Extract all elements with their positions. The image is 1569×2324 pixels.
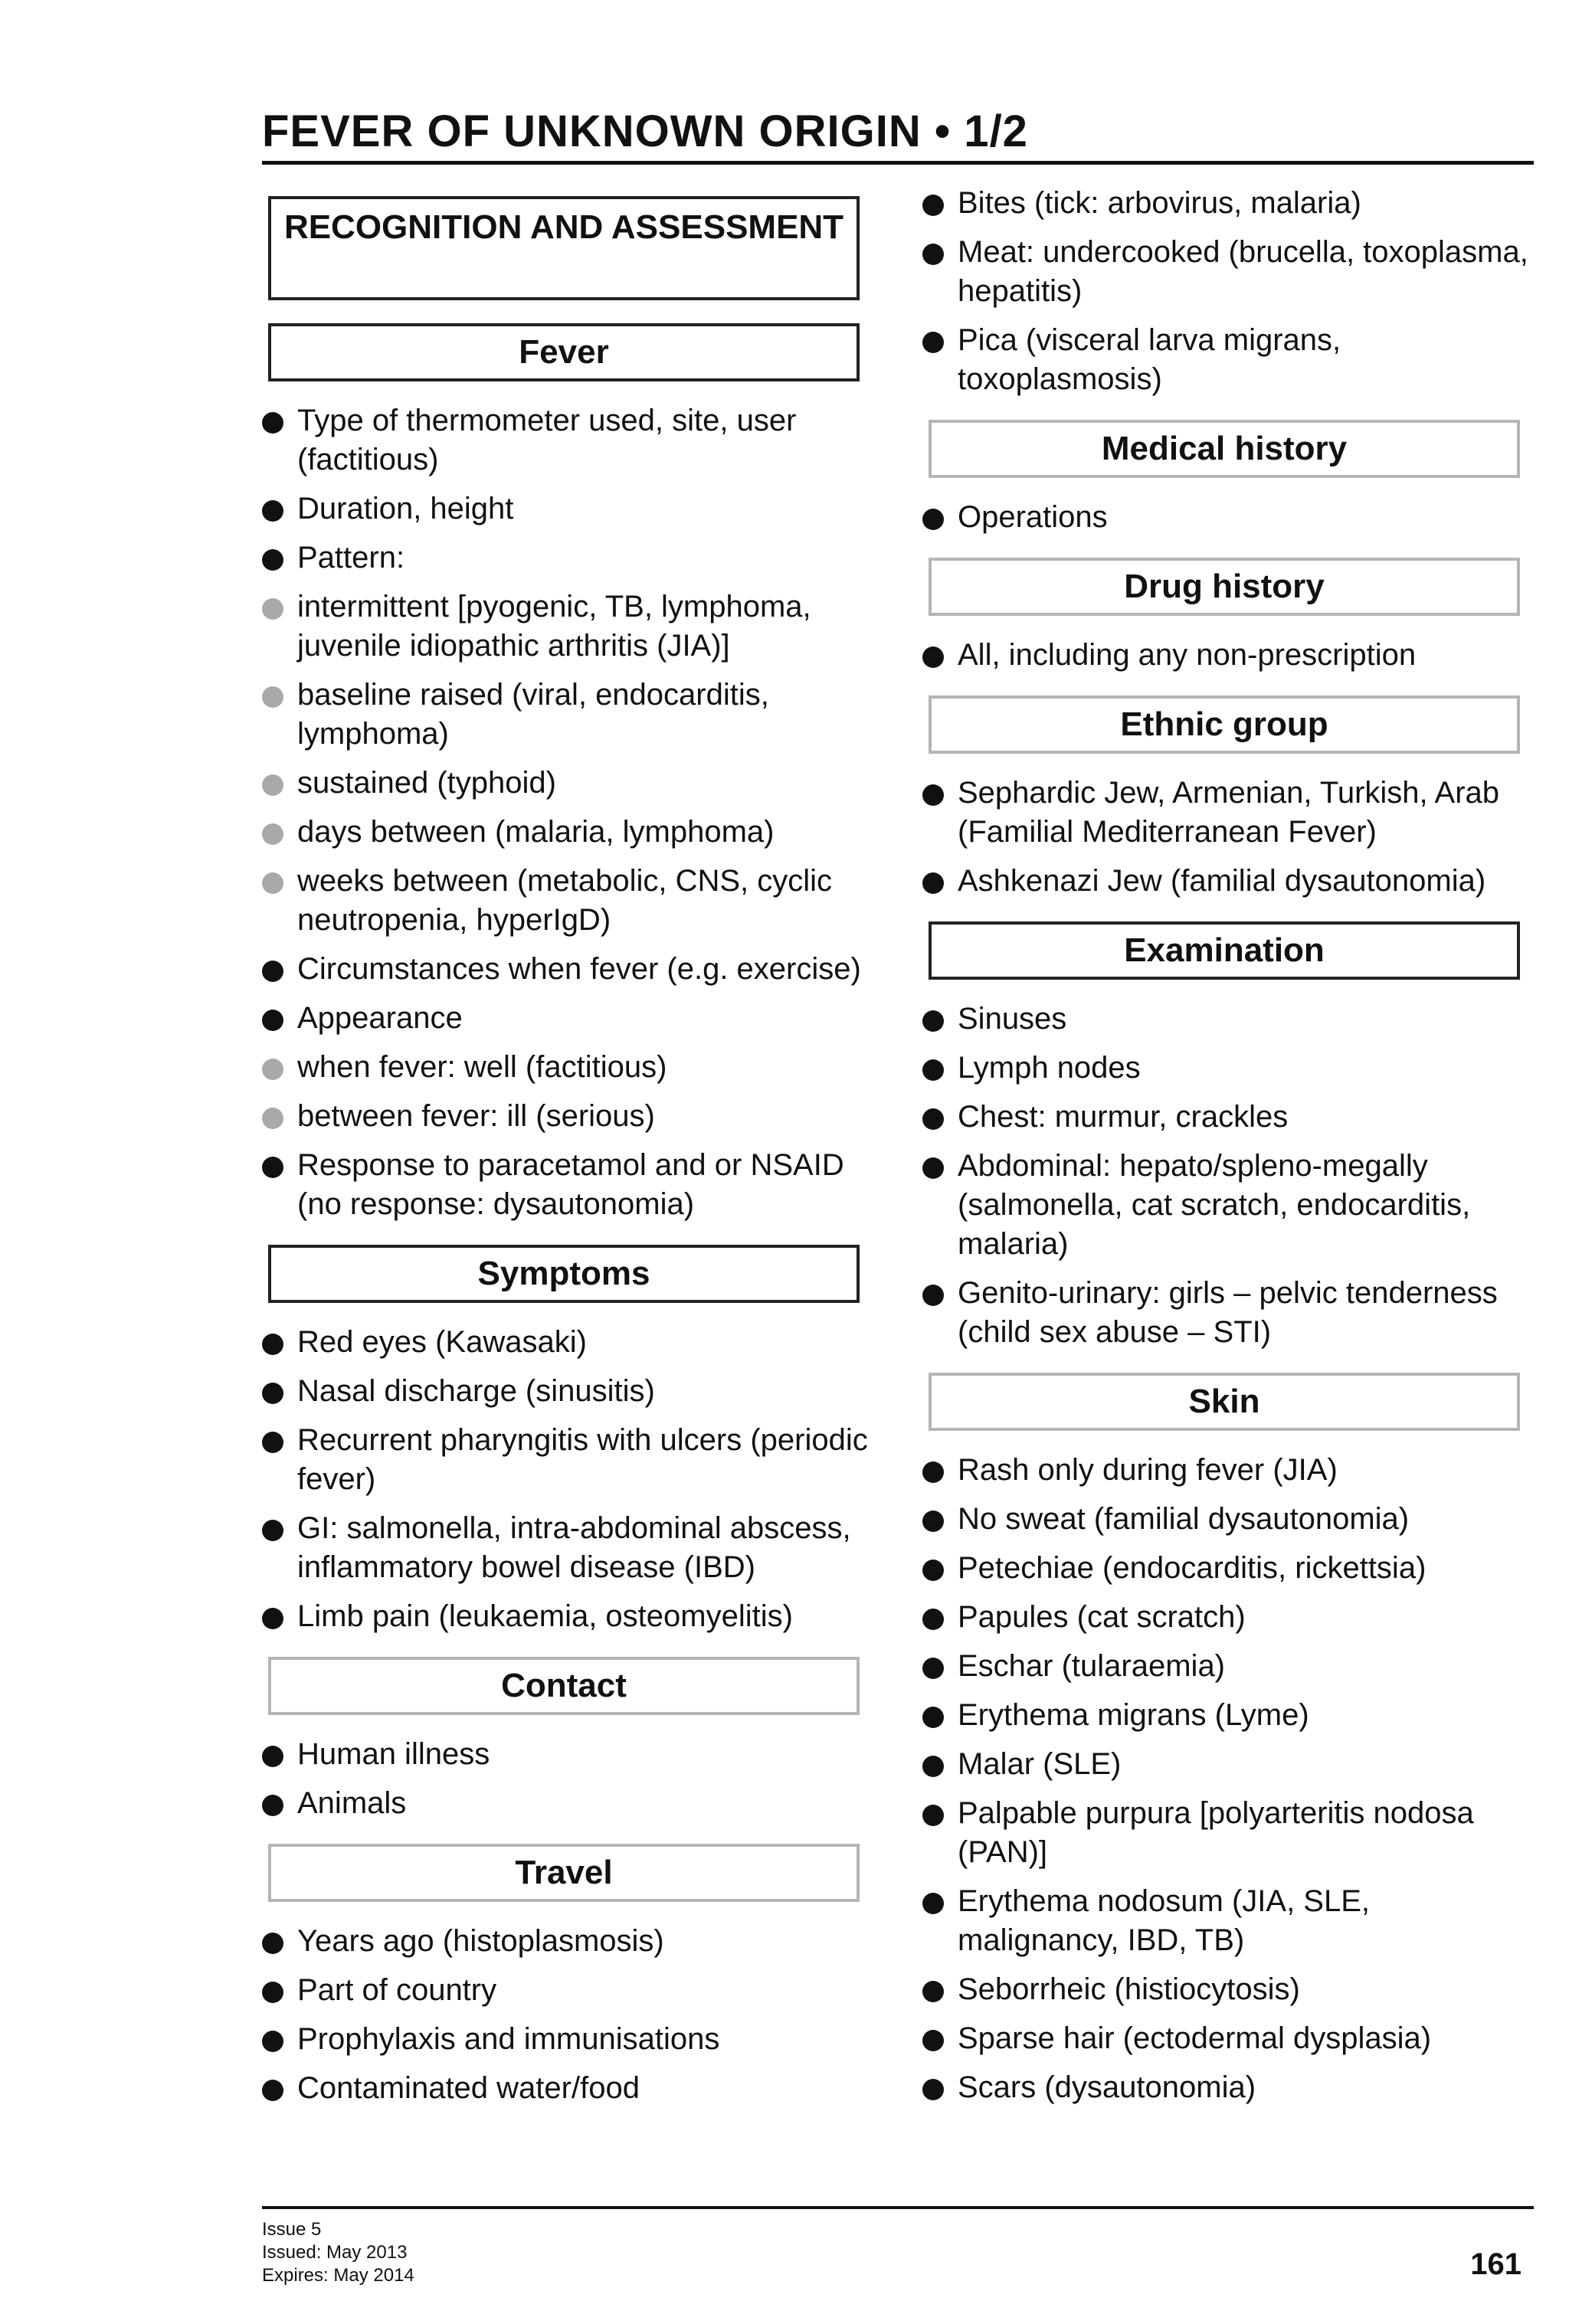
footer-rule xyxy=(262,2206,1534,2209)
medical-history-list xyxy=(922,498,1535,537)
contact-heading: Contact xyxy=(501,1667,627,1704)
fever-heading: Fever xyxy=(519,333,609,371)
sub-bullet-icon xyxy=(262,823,283,845)
bullet-icon xyxy=(922,2030,944,2051)
bullet-icon xyxy=(262,2080,283,2101)
footer-expires: Expires: May 2014 xyxy=(262,2265,414,2286)
footer-info xyxy=(262,2218,414,2287)
list-item-text: Abdominal: hepato/spleno-megally (salmonella, cat scratch, endocarditis, malaria) xyxy=(958,1149,1471,1261)
list-item-text: days between (malaria, lymphoma) xyxy=(297,815,775,849)
list-item-text: Malar (SLE) xyxy=(958,1747,1122,1781)
bullet-icon xyxy=(922,1805,944,1826)
bullet-icon xyxy=(922,244,944,265)
bullet-icon xyxy=(922,1658,944,1679)
bullet-icon xyxy=(922,1010,944,1032)
list-item-text: Human illness xyxy=(297,1737,490,1771)
list-item xyxy=(262,676,875,754)
sub-bullet-icon xyxy=(262,774,283,796)
list-item-text: Limb pain (leukaemia, osteomyelitis) xyxy=(297,1599,793,1633)
list-item xyxy=(262,862,875,940)
list-item xyxy=(262,950,875,989)
bullet-icon xyxy=(922,1059,944,1081)
list-item xyxy=(262,489,875,529)
page-title: FEVER OF UNKNOWN ORIGIN • 1/2 xyxy=(262,106,1028,156)
bullet-icon xyxy=(262,961,283,982)
bullet-icon xyxy=(262,549,283,571)
list-item-text: Prophylaxis and immunisations xyxy=(297,2022,720,2056)
skin-heading-box xyxy=(929,1373,1520,1431)
list-item xyxy=(922,2019,1535,2058)
list-item-text: baseline raised (viral, endocarditis, lymphoma) xyxy=(297,678,769,751)
main-heading: RECOGNITION AND ASSESSMENT xyxy=(283,208,844,246)
list-item xyxy=(262,764,875,803)
list-item-text: Chest: murmur, crackles xyxy=(958,1100,1289,1134)
list-item-text: Duration, height xyxy=(297,492,514,525)
symptoms-heading-box xyxy=(268,1245,860,1303)
list-item xyxy=(922,1647,1535,1686)
list-item xyxy=(922,636,1535,675)
list-item-text: Seborrheic (histiocytosis) xyxy=(958,1972,1300,2006)
title-rule xyxy=(262,161,1534,165)
bullet-icon xyxy=(922,1462,944,1483)
list-item-text: intermittent [pyogenic, TB, lymphoma, juvenile idiopathic arthritis (JIA)] xyxy=(297,590,811,663)
list-item xyxy=(262,1048,875,1087)
list-item xyxy=(922,1882,1535,1960)
list-item xyxy=(262,1372,875,1411)
contact-heading-box xyxy=(268,1657,860,1715)
list-item xyxy=(262,1971,875,2010)
list-item xyxy=(922,1098,1535,1137)
list-item-text: Response to paracetamol and or NSAID (no response: dysautonomia) xyxy=(297,1148,844,1221)
list-item xyxy=(922,1049,1535,1088)
list-item-text: Ashkenazi Jew (familial dysautonomia) xyxy=(958,864,1486,898)
list-item xyxy=(262,1922,875,1961)
travel-list xyxy=(262,1922,875,2108)
medical-history-heading: Medical history xyxy=(1101,430,1348,467)
list-item-text: Years ago (histoplasmosis) xyxy=(297,1924,664,1958)
list-item xyxy=(922,1696,1535,1735)
list-item xyxy=(262,538,875,578)
bullet-icon xyxy=(262,1982,283,2003)
list-item xyxy=(262,1735,875,1774)
list-item-text: Contaminated water/food xyxy=(297,2071,640,2105)
bullet-icon xyxy=(922,1560,944,1581)
list-item xyxy=(262,813,875,852)
list-item-text: Appearance xyxy=(297,1001,463,1035)
bullet-icon xyxy=(922,1756,944,1777)
list-item xyxy=(922,2068,1535,2107)
list-item-text: Operations xyxy=(958,500,1108,534)
bullet-icon xyxy=(262,500,283,522)
list-item xyxy=(262,1784,875,1823)
list-item-text: Palpable purpura [polyarteritis nodosa (PAN)] xyxy=(958,1796,1474,1869)
ethnic-group-list xyxy=(922,774,1535,901)
sub-bullet-icon xyxy=(262,686,283,708)
list-item xyxy=(922,1970,1535,2009)
bullet-icon xyxy=(922,872,944,894)
bullet-icon xyxy=(922,1707,944,1728)
fever-heading-box xyxy=(268,323,860,381)
travel-heading-box xyxy=(268,1844,860,1902)
list-item-text: Erythema migrans (Lyme) xyxy=(958,1698,1309,1732)
bullet-icon xyxy=(262,1010,283,1031)
travel-heading: Travel xyxy=(515,1854,613,1891)
list-item-text: Nasal discharge (sinusitis) xyxy=(297,1374,655,1408)
list-item xyxy=(922,498,1535,537)
list-item xyxy=(922,184,1535,223)
bullet-icon xyxy=(922,509,944,530)
list-item-text: Type of thermometer used, site, user (factitious) xyxy=(297,404,797,476)
sub-bullet-icon xyxy=(262,1059,283,1080)
list-item xyxy=(922,321,1535,399)
list-item-text: Recurrent pharyngitis with ulcers (periodic fever) xyxy=(297,1423,868,1496)
list-item-text: Meat: undercooked (brucella, toxoplasma, hepatitis) xyxy=(958,235,1528,308)
list-item-text: Lymph nodes xyxy=(958,1051,1141,1085)
skin-list xyxy=(922,1451,1535,2107)
contact-list xyxy=(262,1735,875,1823)
bullet-icon xyxy=(262,1746,283,1767)
bullet-icon xyxy=(922,784,944,806)
list-item xyxy=(922,1794,1535,1872)
list-item-text: when fever: well (factitious) xyxy=(297,1050,667,1084)
list-item-text: Scars (dysautonomia) xyxy=(958,2070,1256,2104)
list-item-text: Animals xyxy=(297,1786,407,1820)
list-item-text: Pattern: xyxy=(297,541,405,574)
bullet-icon xyxy=(922,1609,944,1630)
bullet-icon xyxy=(922,1157,944,1179)
list-item-text: weeks between (metabolic, CNS, cyclic neutropenia, hyperIgD) xyxy=(297,864,833,937)
list-item xyxy=(922,774,1535,852)
sub-bullet-icon xyxy=(262,598,283,620)
list-item xyxy=(262,2020,875,2059)
list-item-text: sustained (typhoid) xyxy=(297,766,556,800)
list-item xyxy=(262,999,875,1038)
bullet-icon xyxy=(262,1608,283,1629)
list-item-text: Sinuses xyxy=(958,1002,1067,1036)
bullet-icon xyxy=(262,1334,283,1355)
main-heading-box xyxy=(268,196,860,300)
bullet-icon xyxy=(262,1157,283,1178)
drug-history-heading-box xyxy=(929,558,1520,616)
examination-list xyxy=(922,1000,1535,1352)
symptoms-heading: Symptoms xyxy=(477,1255,650,1292)
footer-issue: Issue 5 xyxy=(262,2219,322,2240)
drug-history-list xyxy=(922,636,1535,675)
drug-history-heading: Drug history xyxy=(1124,568,1325,605)
bullet-icon xyxy=(262,1933,283,1954)
examination-heading: Examination xyxy=(1124,931,1325,969)
list-item xyxy=(262,1421,875,1499)
list-item-text: GI: salmonella, intra-abdominal abscess, inflammatory bowel disease (IBD) xyxy=(297,1511,851,1584)
examination-heading-box xyxy=(929,921,1520,980)
skin-heading: Skin xyxy=(1188,1383,1260,1420)
list-item-text: No sweat (familial dysautonomia) xyxy=(958,1502,1410,1536)
list-item-text: Pica (visceral larva migrans, toxoplasmosis) xyxy=(958,323,1341,396)
list-item-text: Sephardic Jew, Armenian, Turkish, Arab (Familial Mediterranean Fever) xyxy=(958,776,1500,849)
list-item xyxy=(922,1147,1535,1264)
bullet-icon xyxy=(922,1893,944,1914)
right-column xyxy=(922,184,1535,2117)
bullet-icon xyxy=(262,2031,283,2052)
fever-list xyxy=(262,401,875,1224)
list-item-text: Sparse hair (ectodermal dysplasia) xyxy=(958,2021,1432,2055)
ethnic-group-heading-box xyxy=(929,696,1520,754)
bullet-icon xyxy=(922,1285,944,1306)
list-item xyxy=(922,1745,1535,1784)
bullet-icon xyxy=(922,646,944,668)
list-item xyxy=(922,1274,1535,1352)
list-item xyxy=(262,1146,875,1224)
list-item xyxy=(922,1549,1535,1588)
continued-list xyxy=(922,184,1535,399)
list-item-text: between fever: ill (serious) xyxy=(297,1099,655,1133)
list-item xyxy=(262,2069,875,2108)
list-item xyxy=(922,1500,1535,1539)
bullet-icon xyxy=(922,1981,944,2002)
bullet-icon xyxy=(922,195,944,216)
footer-issued: Issued: May 2013 xyxy=(262,2242,408,2263)
list-item xyxy=(922,1598,1535,1637)
list-item xyxy=(262,401,875,480)
sub-bullet-icon xyxy=(262,1108,283,1129)
bullet-icon xyxy=(262,1383,283,1404)
bullet-icon xyxy=(922,1108,944,1130)
list-item xyxy=(262,1323,875,1362)
medical-history-heading-box xyxy=(929,420,1520,478)
list-item-text: All, including any non-prescription xyxy=(958,638,1417,672)
list-item xyxy=(922,1451,1535,1490)
list-item-text: Erythema nodosum (JIA, SLE, malignancy, IBD, TB) xyxy=(958,1884,1371,1957)
bullet-icon xyxy=(922,2079,944,2100)
list-item-text: Petechiae (endocarditis, rickettsia) xyxy=(958,1551,1427,1585)
list-item-text: Rash only during fever (JIA) xyxy=(958,1453,1338,1487)
sub-bullet-icon xyxy=(262,872,283,894)
symptoms-list xyxy=(262,1323,875,1636)
list-item xyxy=(922,1000,1535,1039)
left-column xyxy=(262,196,875,2118)
bullet-icon xyxy=(262,1520,283,1541)
list-item-text: Papules (cat scratch) xyxy=(958,1600,1246,1634)
list-item-text: Genito-urinary: girls – pelvic tenderness (child sex abuse – STI) xyxy=(958,1276,1498,1349)
list-item-text: Red eyes (Kawasaki) xyxy=(297,1325,587,1359)
ethnic-group-heading: Ethnic group xyxy=(1120,705,1328,743)
bullet-icon xyxy=(922,1511,944,1532)
list-item xyxy=(922,233,1535,311)
list-item xyxy=(262,588,875,666)
list-item xyxy=(262,1509,875,1587)
list-item xyxy=(262,1097,875,1136)
page-number: 161 xyxy=(1470,2247,1522,2281)
bullet-icon xyxy=(922,332,944,353)
list-item-text: Eschar (tularaemia) xyxy=(958,1649,1226,1683)
bullet-icon xyxy=(262,1432,283,1453)
bullet-icon xyxy=(262,1795,283,1816)
bullet-icon xyxy=(262,412,283,434)
list-item-text: Bites (tick: arbovirus, malaria) xyxy=(958,186,1361,220)
list-item-text: Part of country xyxy=(297,1973,497,2007)
list-item-text: Circumstances when fever (e.g. exercise) xyxy=(297,952,861,986)
list-item xyxy=(922,862,1535,901)
list-item xyxy=(262,1597,875,1636)
